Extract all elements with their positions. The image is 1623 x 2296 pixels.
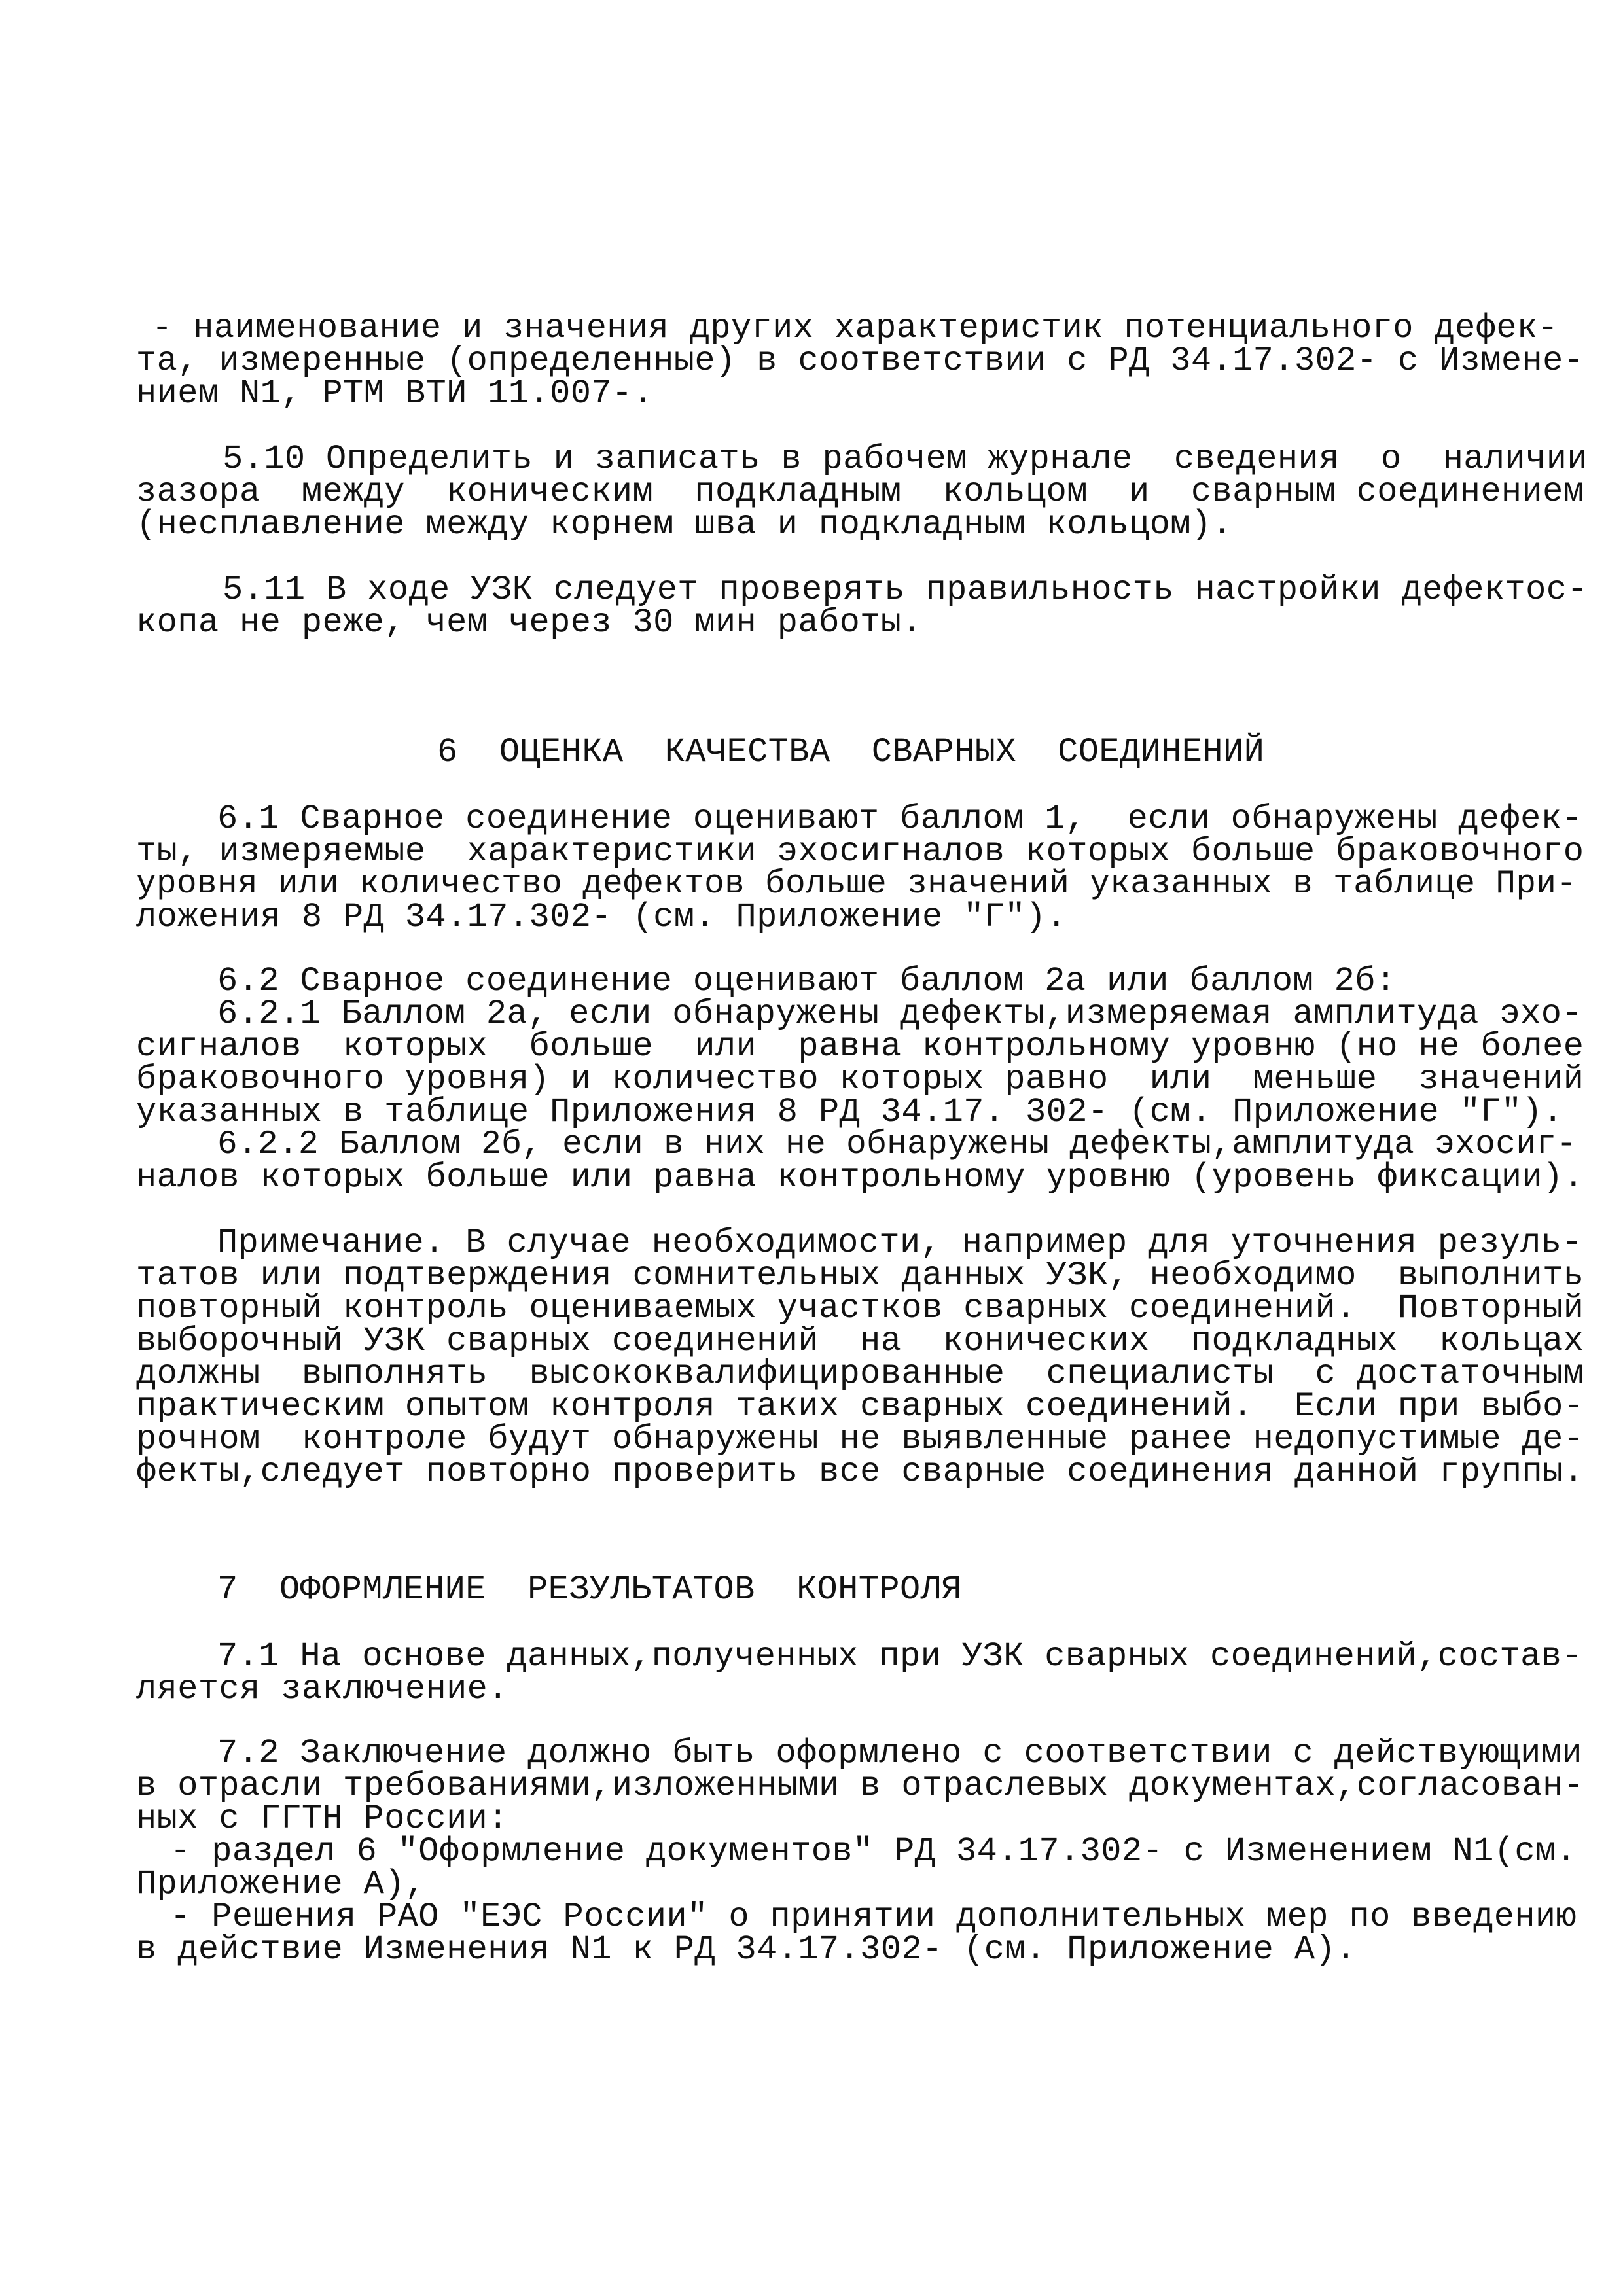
paragraph-7-2-line: 7.2 Заключение должно быть оформлено с соответствии с действующими [217, 1734, 1582, 1773]
text-line: - наименование и значения других характеристик потенциального дефек- [152, 309, 1559, 347]
note-line: повторный контроль оцениваемых участков сварных соединений. Повторный [136, 1289, 1584, 1328]
paragraph-7-2-line: в отрасли требованиями,изложенными в отраслевых документах,согласован- [136, 1767, 1584, 1805]
paragraph-7-2-line: в действие Изменения N1 к РД 34.17.302- (см. Приложение А). [136, 1930, 1357, 1969]
text-line: та, измеренные (определенные) в соответствии с РД 34.17.302- с Измене- [136, 342, 1584, 380]
paragraph-6-2-2-line: налов которых больше или равна контрольному уровню (уровень фиксации). [136, 1158, 1584, 1197]
note-line: выборочный УЗК сварных соединений на конических подкладных кольцах [136, 1322, 1584, 1360]
paragraph-6-1-line: уровня или количество дефектов больше значений указанных в таблице При- [136, 866, 1577, 903]
paragraph-5-10-line: (несплавление между корнем шва и подкладным кольцом). [136, 505, 1233, 544]
paragraph-6-1-line: ложения 8 РД 34.17.302- (см. Приложение "Г"). [136, 898, 1067, 936]
paragraph-7-1-line: ляется заключение. [136, 1670, 508, 1708]
paragraph-6-1-line: 6.1 Сварное соединение оценивают баллом 1, если обнаружены дефек- [217, 800, 1582, 838]
paragraph-6-2-1-line: 6.2.1 Баллом 2а, если обнаружены дефекты,измеряемая амплитуда эхо- [217, 995, 1582, 1033]
note-line: фекты,следует повторно проверить все сварные соединения данной группы. [136, 1453, 1584, 1491]
section-7-heading: 7 ОФОРМЛЕНИЕ РЕЗУЛЬТАТОВ КОНТРОЛЯ [217, 1570, 962, 1609]
paragraph-6-1-line: ты, измеряемые характеристики эхосигналов которых больше браковочного [136, 832, 1584, 871]
paragraph-5-11-line: копа не реже, чем через 30 мин работы. [136, 603, 922, 642]
text-line: нием N1, РТМ ВТИ 11.007-. [136, 374, 654, 413]
note-line: татов или подтверждения сомнительных данных УЗК, необходимо выполнить [136, 1256, 1584, 1295]
paragraph-6-2-line: 6.2 Сварное соединение оценивают баллом 2а или баллом 2б: [217, 962, 1397, 1000]
note-line: должны выполнять высококвалифицированные специалисты с достаточным [136, 1354, 1584, 1393]
paragraph-6-2-2-line: 6.2.2 Баллом 2б, если в них не обнаружены дефекты,амплитуда эхосиг- [217, 1126, 1577, 1163]
note-line: Примечание. В случае необходимости, например для уточнения резуль- [217, 1224, 1582, 1262]
paragraph-7-2-list-item: - Решения РАО "ЕЭС России" о принятии дополнительных мер по введению [170, 1898, 1577, 1936]
paragraph-6-2-1-line: сигналов которых больше или равна контрольному уровню (но не более [136, 1027, 1584, 1066]
note-line: практическим опытом контроля таких сварных соединений. Если при выбо- [136, 1387, 1584, 1426]
paragraph-7-1-line: 7.1 На основе данных,полученных при УЗК сварных соединений,состав- [217, 1637, 1582, 1676]
paragraph-5-11-line: 5.11 В ходе УЗК следует проверять правильность настройки дефектос- [223, 571, 1588, 609]
section-6-heading: 6 ОЦЕНКА КАЧЕСТВА СВАРНЫХ СОЕДИНЕНИЙ [437, 733, 1265, 771]
paragraph-7-2-list-item: - раздел 6 "Оформление документов" РД 34.17.302- с Изменением N1(см. [170, 1832, 1577, 1871]
paragraph-5-10-line: 5.10 Определить и записать в рабочем журнале сведения о наличии [223, 440, 1588, 478]
paragraph-6-2-1-line: указанных в таблице Приложения 8 РД 34.17. 302- (см. Приложение "Г"). [136, 1093, 1563, 1131]
paragraph-7-2-line: Приложение А), [136, 1865, 426, 1903]
paragraph-7-2-line: ных с ГГТН России: [136, 1799, 508, 1838]
paragraph-5-10-line: зазора между коническим подкладным кольцом и сварным соединением [136, 472, 1584, 511]
paragraph-6-2-1-line: браковочного уровня) и количество которых равно или меньше значений [136, 1060, 1584, 1099]
note-line: рочном контроле будут обнаружены не выявленные ранее недопустимые де- [136, 1420, 1584, 1458]
